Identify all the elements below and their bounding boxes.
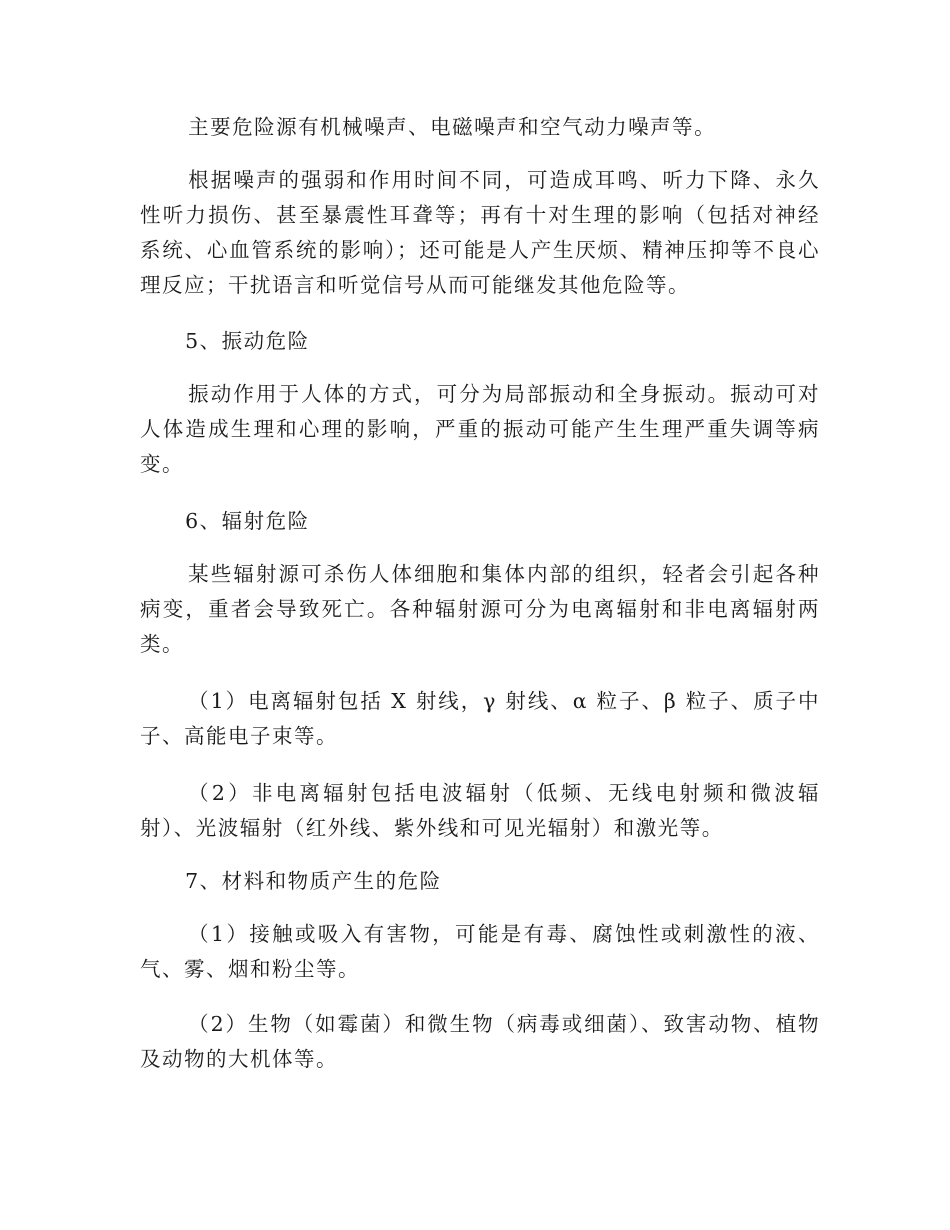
paragraph-ionizing-radiation: （1）电离辐射包括 X 射线，γ 射线、α 粒子、β 粒子、质子中子、高能电子束等。 — [140, 689, 820, 748]
paragraph-radiation: 某些辐射源可杀伤人体细胞和集体内部的组织，轻者会引起各种病变，重者会导致死亡。各种辐射源可分为电离辐射和非电离辐射两类。 — [140, 562, 820, 656]
paragraph-harmful-substances: （1）接触或吸入有害物，可能是有毒、腐蚀性或刺激性的液、气、雾、烟和粉尘等。 — [140, 922, 820, 981]
paragraph-noise-effects: 根据噪声的强弱和作用时间不同，可造成耳鸣、听力下降、永久性听力损伤、甚至暴震性耳聋等；再有十对生理的影响（包括对神经系统、心血管系统的影响）；还可能是人产生厌烦、精神压抑等不良心理反应；干扰语言和听觉信号从而可能继发其他危险等。 — [140, 168, 820, 297]
section-heading-materials: 7、材料和物质产生的危险 — [185, 869, 442, 893]
paragraph-biological-hazards: （2）生物（如霉菌）和微生物（病毒或细菌）、致害动物、植物及动物的大机体等。 — [140, 1012, 820, 1071]
paragraph-noise-sources: 主要危险源有机械噪声、电磁噪声和空气动力噪声等。 — [188, 115, 717, 139]
paragraph-non-ionizing-radiation: （2）非电离辐射包括电波辐射（低频、无线电射频和微波辐射）、光波辐射（红外线、紫外线和可见光辐射）和激光等。 — [140, 781, 820, 840]
section-heading-vibration: 5、振动危险 — [185, 329, 310, 353]
paragraph-vibration: 振动作用于人体的方式，可分为局部振动和全身振动。振动可对人体造成生理和心理的影响，严重的振动可能产生生理严重失调等病变。 — [140, 382, 820, 476]
section-heading-radiation: 6、辐射危险 — [185, 509, 310, 533]
